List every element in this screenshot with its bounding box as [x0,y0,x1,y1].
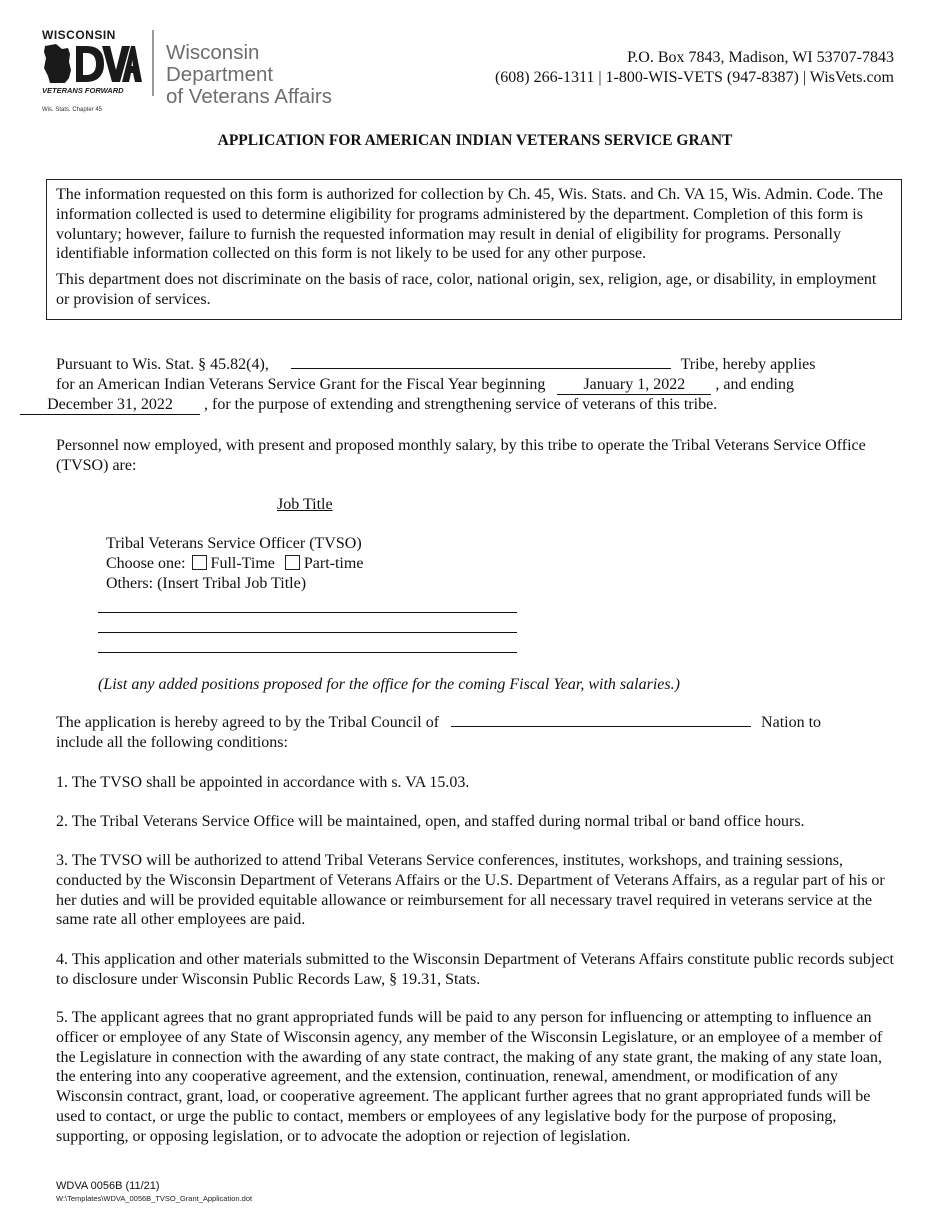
part-time-checkbox[interactable] [285,555,300,570]
contact-address [495,48,894,88]
nondiscrimination-text: This department does not discriminate on the basis of race, color, national origin, sex, religion, age, or disability, in employment or provision of services. [56,271,877,308]
logo-divider [152,30,154,96]
condition-1: 1. The TVSO shall be appointed in accordance with s. VA 15.03. [56,774,470,791]
tvso-title: Tribal Veterans Service Officer (TVSO) [106,535,362,552]
ending-text: , and ending [715,375,794,393]
department-name-line1: Wisconsin Department [166,41,274,86]
fiscal-start-field[interactable]: January 1, 2022 [557,376,711,395]
condition-2: 2. The Tribal Veterans Service Office will be maintained, open, and staffed during normal tribal or band office hours. [56,813,805,830]
fiscal-year-text: for an American Indian Veterans Service Grant for the Fiscal Year beginning [56,375,546,393]
agreement-statement [56,713,894,753]
personnel-intro: Personnel now employed, with present and proposed monthly salary, by this tribe to operate the Tribal Veterans Service Office (TVSO) are: [56,437,866,474]
condition-4: 4. This application and other materials submitted to the Wisconsin Department of Veterans Affairs constitute public records subject to disclosure under Wisconsin Public Records Law, § 19.31, Stats. [56,951,894,988]
full-time-checkbox[interactable] [192,555,207,570]
other-job-title-line-2[interactable] [98,632,517,633]
nation-to-text: Nation to [761,714,822,731]
full-time-label: Full-Time [210,554,275,572]
choose-one-label: Choose one: [106,554,186,572]
logo-wisconsin-text: WISCONSIN [42,28,116,42]
statute-reference: Wis. Stats. Chapter 45 [42,107,103,113]
privacy-notice-text: The information requested on this form is authorized for collection by Ch. 45, Wis. Stats. and Ch. VA 15, Wis. Admin. Code. The information collected is used to determine eligibility for programs administered by the department. Completion of this form is voluntary; however, failure to furnish the requested information may result in denial of eligibility for programs. Personally identifiable information collected on this form is not likely to be used for any other purpose. [56,186,883,263]
application-statement [47,355,894,415]
condition-5: 5. The applicant agrees that no grant appropriated funds will be paid to any person for influencing or attempting to influence an officer or employee of any State of Wisconsin agency, any member of the Wisconsin Legislature, or an employee of a member of the Legislature in connection with the awarding of any state contract, the making of any state grant, the making of any state loan, the entering into any cooperative agreement, and the extension, continuation, renewal, amendment, or modification of any Wisconsin contract, grant, load, or cooperative agreement. The applicant further agrees that no grant appropriated funds will be used to contact, or urge the public to contact, members or employees of any legislative body for the purpose of proposing, supporting, or opposing legislation, or to advocate the adoption or rejection of legislation. [56,1009,883,1145]
logo-tagline: VETERANS FORWARD [42,86,124,95]
nation-name-field[interactable] [451,726,751,727]
purpose-text: , for the purpose of extending and strengthening service of veterans of this tribe. [204,395,718,413]
other-job-title-line-3[interactable] [98,652,517,653]
department-name-line2: of Veterans Affairs [166,85,333,108]
form-title: APPLICATION FOR AMERICAN INDIAN VETERANS SERVICE GRANT [217,132,733,149]
pursuant-text: Pursuant to Wis. Stat. § 45.82(4), [56,356,269,373]
department-name [166,42,372,108]
conditions-intro: include all the following conditions: [56,733,288,751]
dva-logo-mark [42,40,142,86]
wdva-logo [42,28,372,114]
job-title-block [106,534,363,593]
part-time-label: Part-time [303,554,364,572]
form-number: WDVA 0056B (11/21) [56,1180,160,1192]
address-line: P.O. Box 7843, Madison, WI 53707-7843 [627,49,894,66]
others-label: Others: (Insert Tribal Job Title) [106,574,307,592]
condition-3: 3. The TVSO will be authorized to attend Tribal Veterans Service conferences, institutes, workshops, and training sessions, conducted by the Wisconsin Department of Veterans Affairs or the U.S. Department of Veterans Affairs, as a regular part of his or her duties and will be provided equitable allowance or reimbursement for all necessary travel required in veterans service at the same rate all other employees are paid. [56,852,885,929]
added-positions-note: (List any added positions proposed for the office for the coming Fiscal Year, with salaries.) [98,676,680,693]
tribe-name-field[interactable] [291,368,671,369]
tribe-applies-text: Tribe, hereby applies [680,356,816,373]
template-path: W:\Templates\WDVA_0056B_TVSO_Grant_Application.dot [56,1194,253,1203]
other-job-title-line-1[interactable] [98,612,517,613]
agreement-text: The application is hereby agreed to by the Tribal Council of [56,714,440,731]
phone-line: (608) 266-1311 | 1-800-WIS-VETS (947-8387) | WisVets.com [494,69,894,86]
job-title-heading: Job Title [277,496,333,513]
fiscal-end-field[interactable]: December 31, 2022 [20,396,200,415]
privacy-notice-box [46,179,902,320]
job-title-heading-wrap [277,495,333,515]
